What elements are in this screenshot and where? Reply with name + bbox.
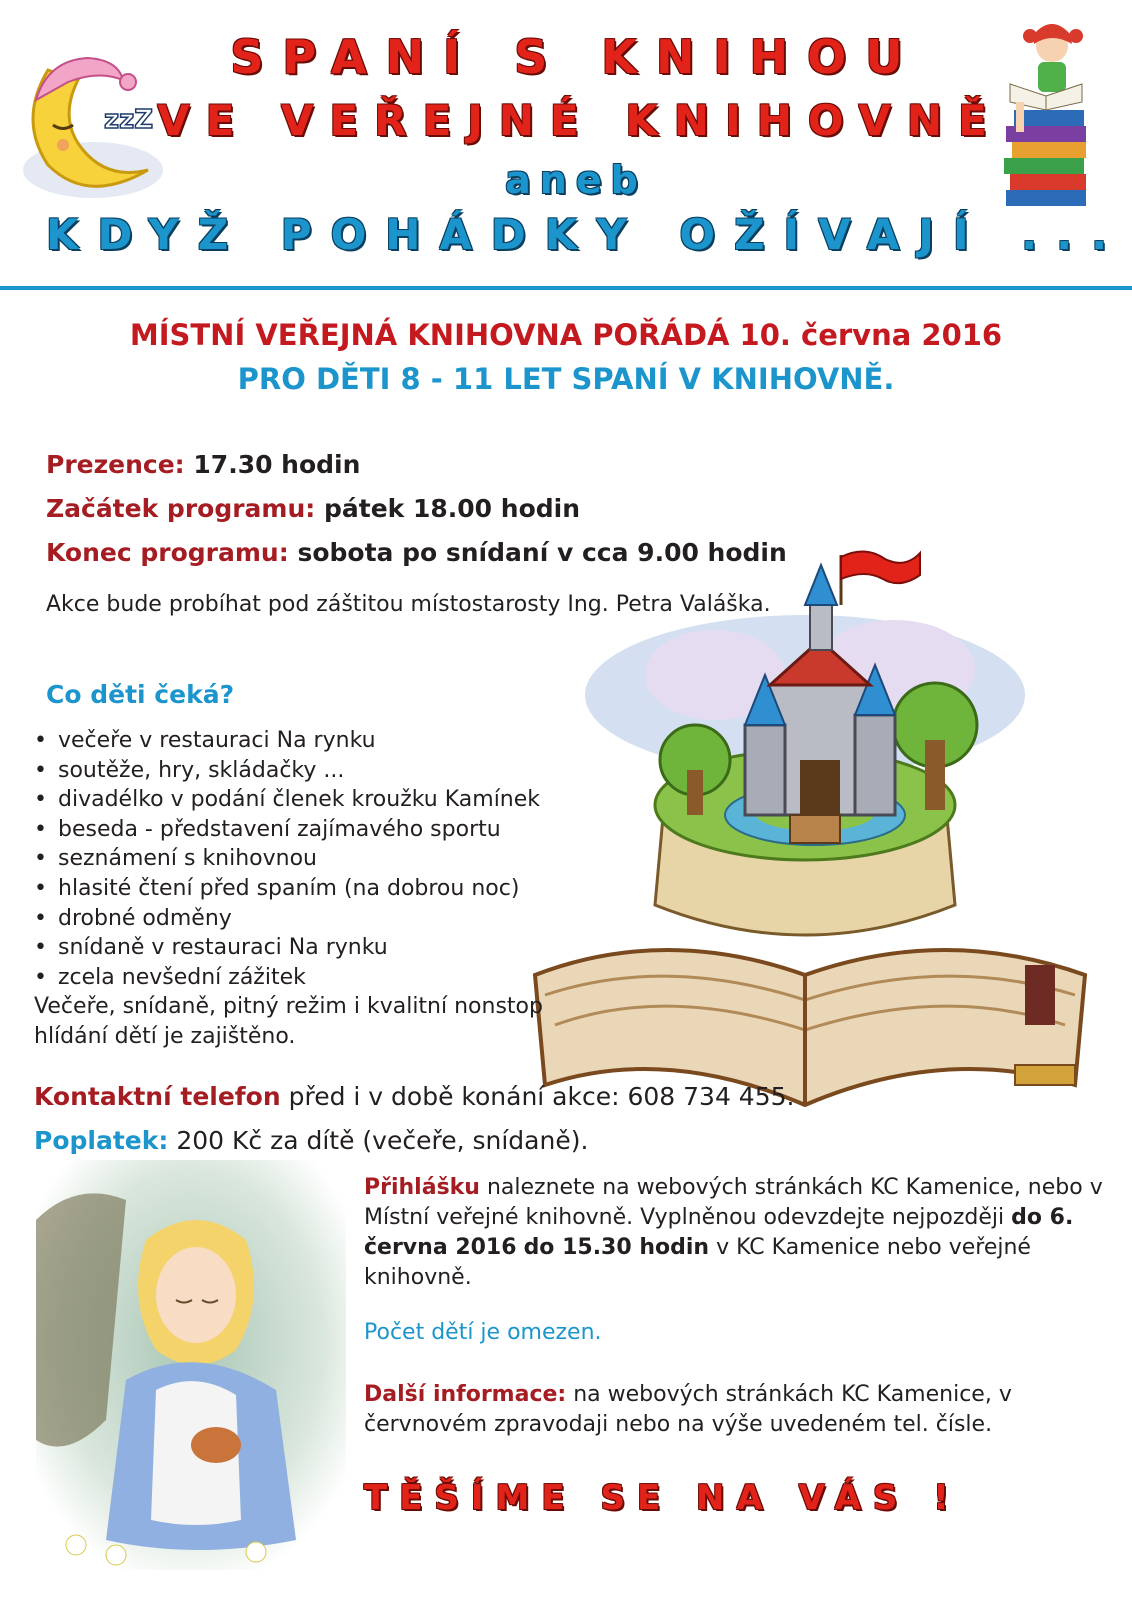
presence-row [46,450,360,479]
more-info-label: Další informace: [364,1382,567,1407]
title-line-2: VE VEŘEJNÉ KNIHOVNĚ [157,96,1003,145]
patronage-text: Akce bude probíhat pod záštitou místostarosty Ing. Petra Valáška. [46,592,771,617]
fee-label: Poplatek: [34,1126,169,1155]
audience-line: PRO DĚTI 8 - 11 LET SPANÍ V KNIHOVNĚ. [237,362,895,396]
organizer-line: MÍSTNÍ VEŘEJNÁ KNIHOVNA POŘÁDÁ 10. června 2016 [129,318,1003,352]
start-label: Začátek programu: [46,494,316,523]
program-list [34,726,540,992]
end-value: sobota po snídaní v cca 9.00 hodin [297,538,787,567]
list-item: • snídaně v restauraci Na rynku [34,933,540,963]
contact-text: před i v době konání akce: 608 734 455. [288,1082,795,1111]
list-item: • zcela nevšední zážitek [34,963,540,993]
title-line-3: aneb [505,158,647,202]
capacity-limit-text: Počet dětí je omezen. [364,1320,602,1345]
registration-text [364,1173,1104,1293]
title-line-1: SPANÍ S KNIHOU [230,30,922,84]
zzz-text: zzZ [104,105,154,135]
ensured-text: Večeře, snídaně, pitný režim i kvalitní nonstop hlídání dětí je zajištěno. [34,994,543,1049]
registration-deadline-time: do 15.30 hodin [523,1235,710,1260]
list-item: • seznámení s knihovnou [34,844,540,874]
list-item: • soutěže, hry, skládačky ... [34,756,540,786]
more-info-body: na webových stránkách KC Kamenice, v červnovém zpravodaji nebo na výše uvedeném tel. čísle. [364,1382,1012,1437]
closing-slogan: TĚŠÍME SE NA VÁS ! [364,1478,961,1518]
presence-value: 17.30 hodin [193,450,361,479]
registration-label: Přihlášku [364,1175,480,1200]
fee-text: 200 Kč za dítě (večeře, snídaně). [176,1126,589,1155]
header-divider [0,286,1132,290]
registration-text-1: naleznete na webových stránkách KC Kamenice, nebo v Místní veřejné knihovně. Vyplněnou odevzdejte nejpozději [364,1175,1103,1230]
registration-deadline-date: do 6. června 2016 [364,1205,1074,1260]
registration-text-2: v KC Kamenice nebo veřejné knihovně. [364,1235,1031,1290]
start-value: pátek 18.00 hodin [323,494,581,523]
fee-row [34,1126,588,1155]
list-item: • drobné odměny [34,904,540,934]
title-line-4: KDYŽ POHÁDKY OŽÍVAJÍ ... [45,210,1127,259]
presence-label: Prezence: [46,450,185,479]
program-title: Co děti čeká? [46,680,235,709]
sleeping-girl-illustration [36,1160,346,1570]
more-info-text [364,1380,1104,1440]
castle-on-open-book-illustration [515,545,1105,1125]
contact-label: Kontaktní telefon [34,1082,281,1111]
list-item: • večeře v restauraci Na rynku [34,726,540,756]
list-item: • beseda - představení zajímavého sportu [34,815,540,845]
start-row [46,494,580,523]
end-label: Konec programu: [46,538,289,567]
contact-row [34,1082,794,1111]
list-item: • divadélko v podání členek kroužku Kamínek [34,785,540,815]
list-item: • hlasité čtení před spaním (na dobrou noc) [34,874,540,904]
